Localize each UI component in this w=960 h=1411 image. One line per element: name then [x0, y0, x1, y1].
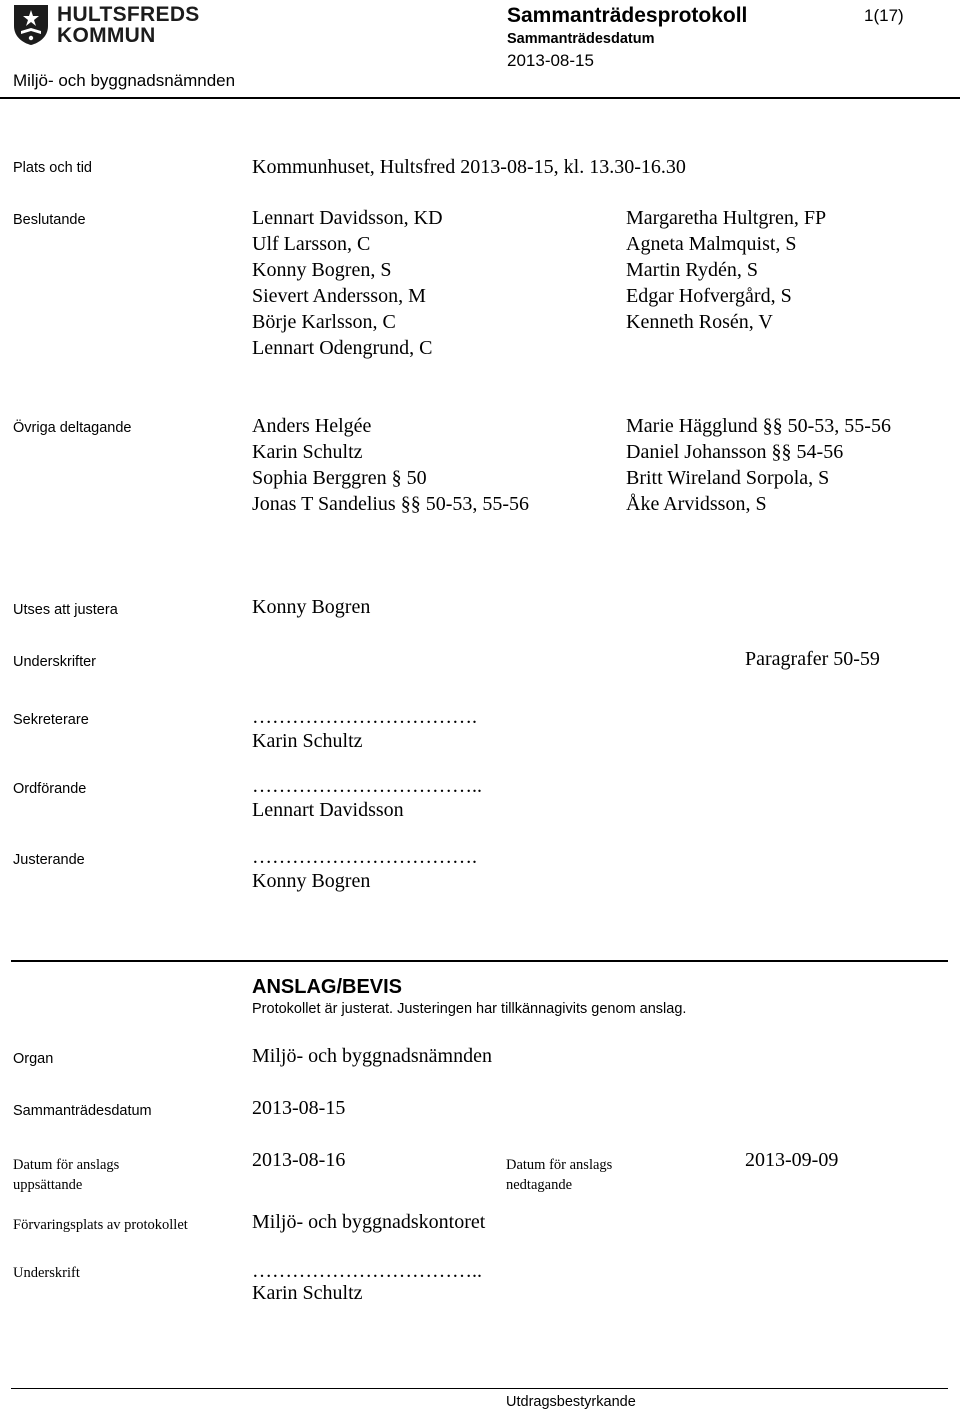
chair-label: Ordförande [13, 781, 87, 797]
decision-makers-left [252, 205, 443, 361]
member: Börje Karlsson, C [252, 311, 396, 333]
decision-makers-label: Beslutande [13, 212, 86, 228]
signature-label: Underskrift [13, 1265, 80, 1281]
meeting-date-label: Sammanträdesdatum [507, 31, 655, 47]
document-title: Sammanträdesprotokoll [507, 4, 748, 27]
posting-date-label [13, 1155, 119, 1195]
other-participants-label: Övriga deltagande [13, 420, 132, 436]
footer-text: Utdragsbestyrkande [506, 1394, 636, 1410]
removal-date-value: 2013-09-09 [745, 1149, 839, 1171]
department-name: Miljö- och byggnadsnämnden [13, 71, 236, 90]
removal-date-label [506, 1155, 612, 1195]
member: Martin Rydén, S [626, 259, 758, 281]
meeting-date-notice: 2013-08-15 [252, 1097, 346, 1119]
member: Sievert Andersson, M [252, 285, 426, 307]
signature-line: …………………………….. [252, 1260, 482, 1282]
other-participants-right [626, 413, 891, 517]
participant: Anders Helgée [252, 415, 372, 437]
member: Margaretha Hultgren, FP [626, 207, 827, 229]
member: Agneta Malmquist, S [626, 233, 797, 255]
adjuster-label: Justerande [13, 852, 85, 868]
member: Edgar Hofvergård, S [626, 285, 792, 307]
member: Lennart Odengrund, C [252, 337, 433, 359]
removal-date-label-line1: Datum för anslags [506, 1157, 613, 1173]
removal-date-label-line2: nedtagande [506, 1177, 573, 1193]
participant: Karin Schultz [252, 441, 363, 463]
participant: Jonas T Sandelius §§ 50-53, 55-56 [252, 493, 530, 515]
secretary-label: Sekreterare [13, 712, 89, 728]
participant: Britt Wireland Sorpola, S [626, 467, 830, 489]
notice-divider [11, 960, 948, 962]
member: Lennart Davidsson, KD [252, 207, 443, 229]
page-number: 1(17) [864, 6, 904, 25]
chair-name: Lennart Davidsson [252, 799, 404, 821]
meeting-date: 2013-08-15 [507, 51, 594, 70]
organ-label: Organ [13, 1051, 54, 1067]
appointed-adjuster-value: Konny Bogren [252, 596, 371, 618]
storage-place-value: Miljö- och byggnadskontoret [252, 1211, 486, 1233]
paragraphs-range: Paragrafer 50-59 [745, 648, 880, 670]
participant: Sophia Berggren § 50 [252, 467, 427, 489]
logo-text [57, 4, 200, 46]
place-time-label: Plats och tid [13, 160, 92, 176]
member: Kenneth Rosén, V [626, 311, 773, 333]
adjuster-name: Konny Bogren [252, 870, 371, 892]
header-divider [0, 97, 960, 99]
posting-date-value: 2013-08-16 [252, 1149, 346, 1171]
secretary-name: Karin Schultz [252, 730, 363, 752]
coat-of-arms-icon [13, 4, 49, 46]
posting-date-label-line1: Datum för anslags [13, 1157, 120, 1173]
participant: Daniel Johansson §§ 54-56 [626, 441, 844, 463]
member: Ulf Larsson, C [252, 233, 371, 255]
logo-line-2: KOMMUN [57, 24, 156, 47]
participant: Marie Hägglund §§ 50-53, 55-56 [626, 415, 891, 437]
notice-subtitle: Protokollet är justerat. Justeringen har tillkännagivits genom anslag. [252, 1001, 687, 1017]
municipality-logo [13, 4, 213, 48]
notice-title: ANSLAG/BEVIS [252, 976, 403, 998]
appointed-adjuster-label: Utses att justera [13, 602, 118, 618]
place-time-value: Kommunhuset, Hultsfred 2013-08-15, kl. 13.30-16.30 [252, 156, 686, 178]
footer-divider [11, 1388, 948, 1389]
signatures-label: Underskrifter [13, 654, 96, 670]
member: Konny Bogren, S [252, 259, 392, 281]
logo-line-1: HULTSFREDS [57, 3, 200, 26]
decision-makers-right [626, 205, 826, 335]
secretary-signature-line: ……………………………. [252, 706, 477, 728]
signature-name: Karin Schultz [252, 1282, 363, 1304]
participant: Åke Arvidsson, S [626, 493, 767, 515]
adjuster-signature-line: ……………………………. [252, 846, 477, 868]
storage-place-label: Förvaringsplats av protokollet [13, 1217, 188, 1233]
posting-date-label-line2: uppsättande [13, 1177, 83, 1193]
meeting-date-label-notice: Sammanträdesdatum [13, 1103, 152, 1119]
other-participants-left [252, 413, 529, 517]
organ-value: Miljö- och byggnadsnämnden [252, 1045, 492, 1067]
chair-signature-line: …………………………….. [252, 775, 482, 797]
